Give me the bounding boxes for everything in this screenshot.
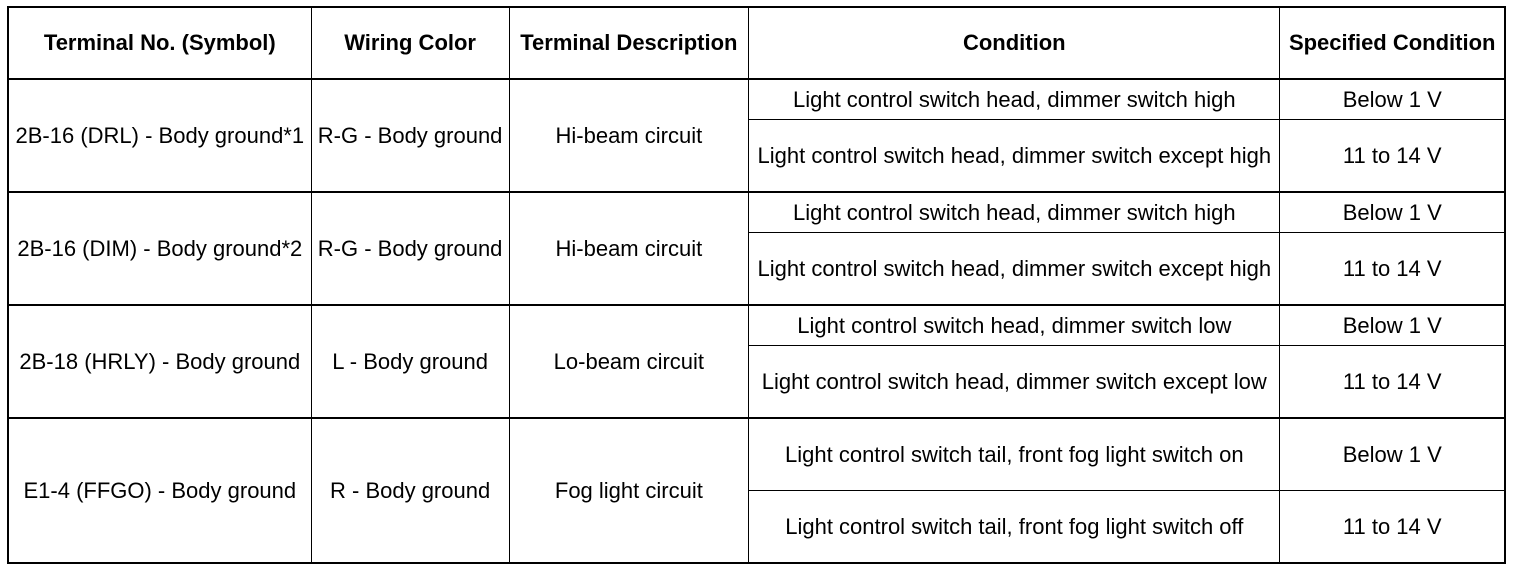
- condition-cell: Light control switch head, dimmer switch except high: [749, 233, 1280, 306]
- table-row: [8, 305, 1505, 346]
- specified-condition-cell: Below 1 V: [1280, 305, 1505, 346]
- condition-cell: Light control switch tail, front fog light switch off: [749, 491, 1280, 564]
- wiring-color-cell: R - Body ground: [311, 418, 509, 563]
- header-wiring-color: Wiring Color: [311, 7, 509, 79]
- description-cell: Hi-beam circuit: [509, 79, 749, 192]
- specified-condition-cell: Below 1 V: [1280, 192, 1505, 233]
- wiring-color-cell: L - Body ground: [311, 305, 509, 418]
- description-cell: Fog light circuit: [509, 418, 749, 563]
- specified-condition-cell: 11 to 14 V: [1280, 233, 1505, 306]
- condition-cell: Light control switch head, dimmer switch high: [749, 192, 1280, 233]
- condition-cell: Light control switch head, dimmer switch high: [749, 79, 1280, 120]
- table-row: [8, 192, 1505, 233]
- condition-cell: Light control switch head, dimmer switch low: [749, 305, 1280, 346]
- description-cell: Lo-beam circuit: [509, 305, 749, 418]
- header-condition: Condition: [749, 7, 1280, 79]
- specified-condition-cell: 11 to 14 V: [1280, 346, 1505, 419]
- header-specified-condition: Specified Condition: [1280, 7, 1505, 79]
- wiring-color-cell: R-G - Body ground: [311, 192, 509, 305]
- header-terminal-no: Terminal No. (Symbol): [8, 7, 311, 79]
- specified-condition-cell: Below 1 V: [1280, 418, 1505, 491]
- header-row: [8, 7, 1505, 79]
- table-row: [8, 79, 1505, 120]
- wiring-color-cell: R-G - Body ground: [311, 79, 509, 192]
- table-row: [8, 418, 1505, 491]
- specified-condition-cell: 11 to 14 V: [1280, 491, 1505, 564]
- specified-condition-cell: 11 to 14 V: [1280, 120, 1505, 193]
- terminal-cell: 2B-16 (DIM) - Body ground*2: [8, 192, 311, 305]
- terminal-cell: 2B-18 (HRLY) - Body ground: [8, 305, 311, 418]
- terminal-cell: 2B-16 (DRL) - Body ground*1: [8, 79, 311, 192]
- terminal-inspection-table: [7, 6, 1506, 564]
- header-terminal-description: Terminal Description: [509, 7, 749, 79]
- condition-cell: Light control switch head, dimmer switch except low: [749, 346, 1280, 419]
- description-cell: Hi-beam circuit: [509, 192, 749, 305]
- condition-cell: Light control switch head, dimmer switch except high: [749, 120, 1280, 193]
- specified-condition-cell: Below 1 V: [1280, 79, 1505, 120]
- terminal-cell: E1-4 (FFGO) - Body ground: [8, 418, 311, 563]
- condition-cell: Light control switch tail, front fog light switch on: [749, 418, 1280, 491]
